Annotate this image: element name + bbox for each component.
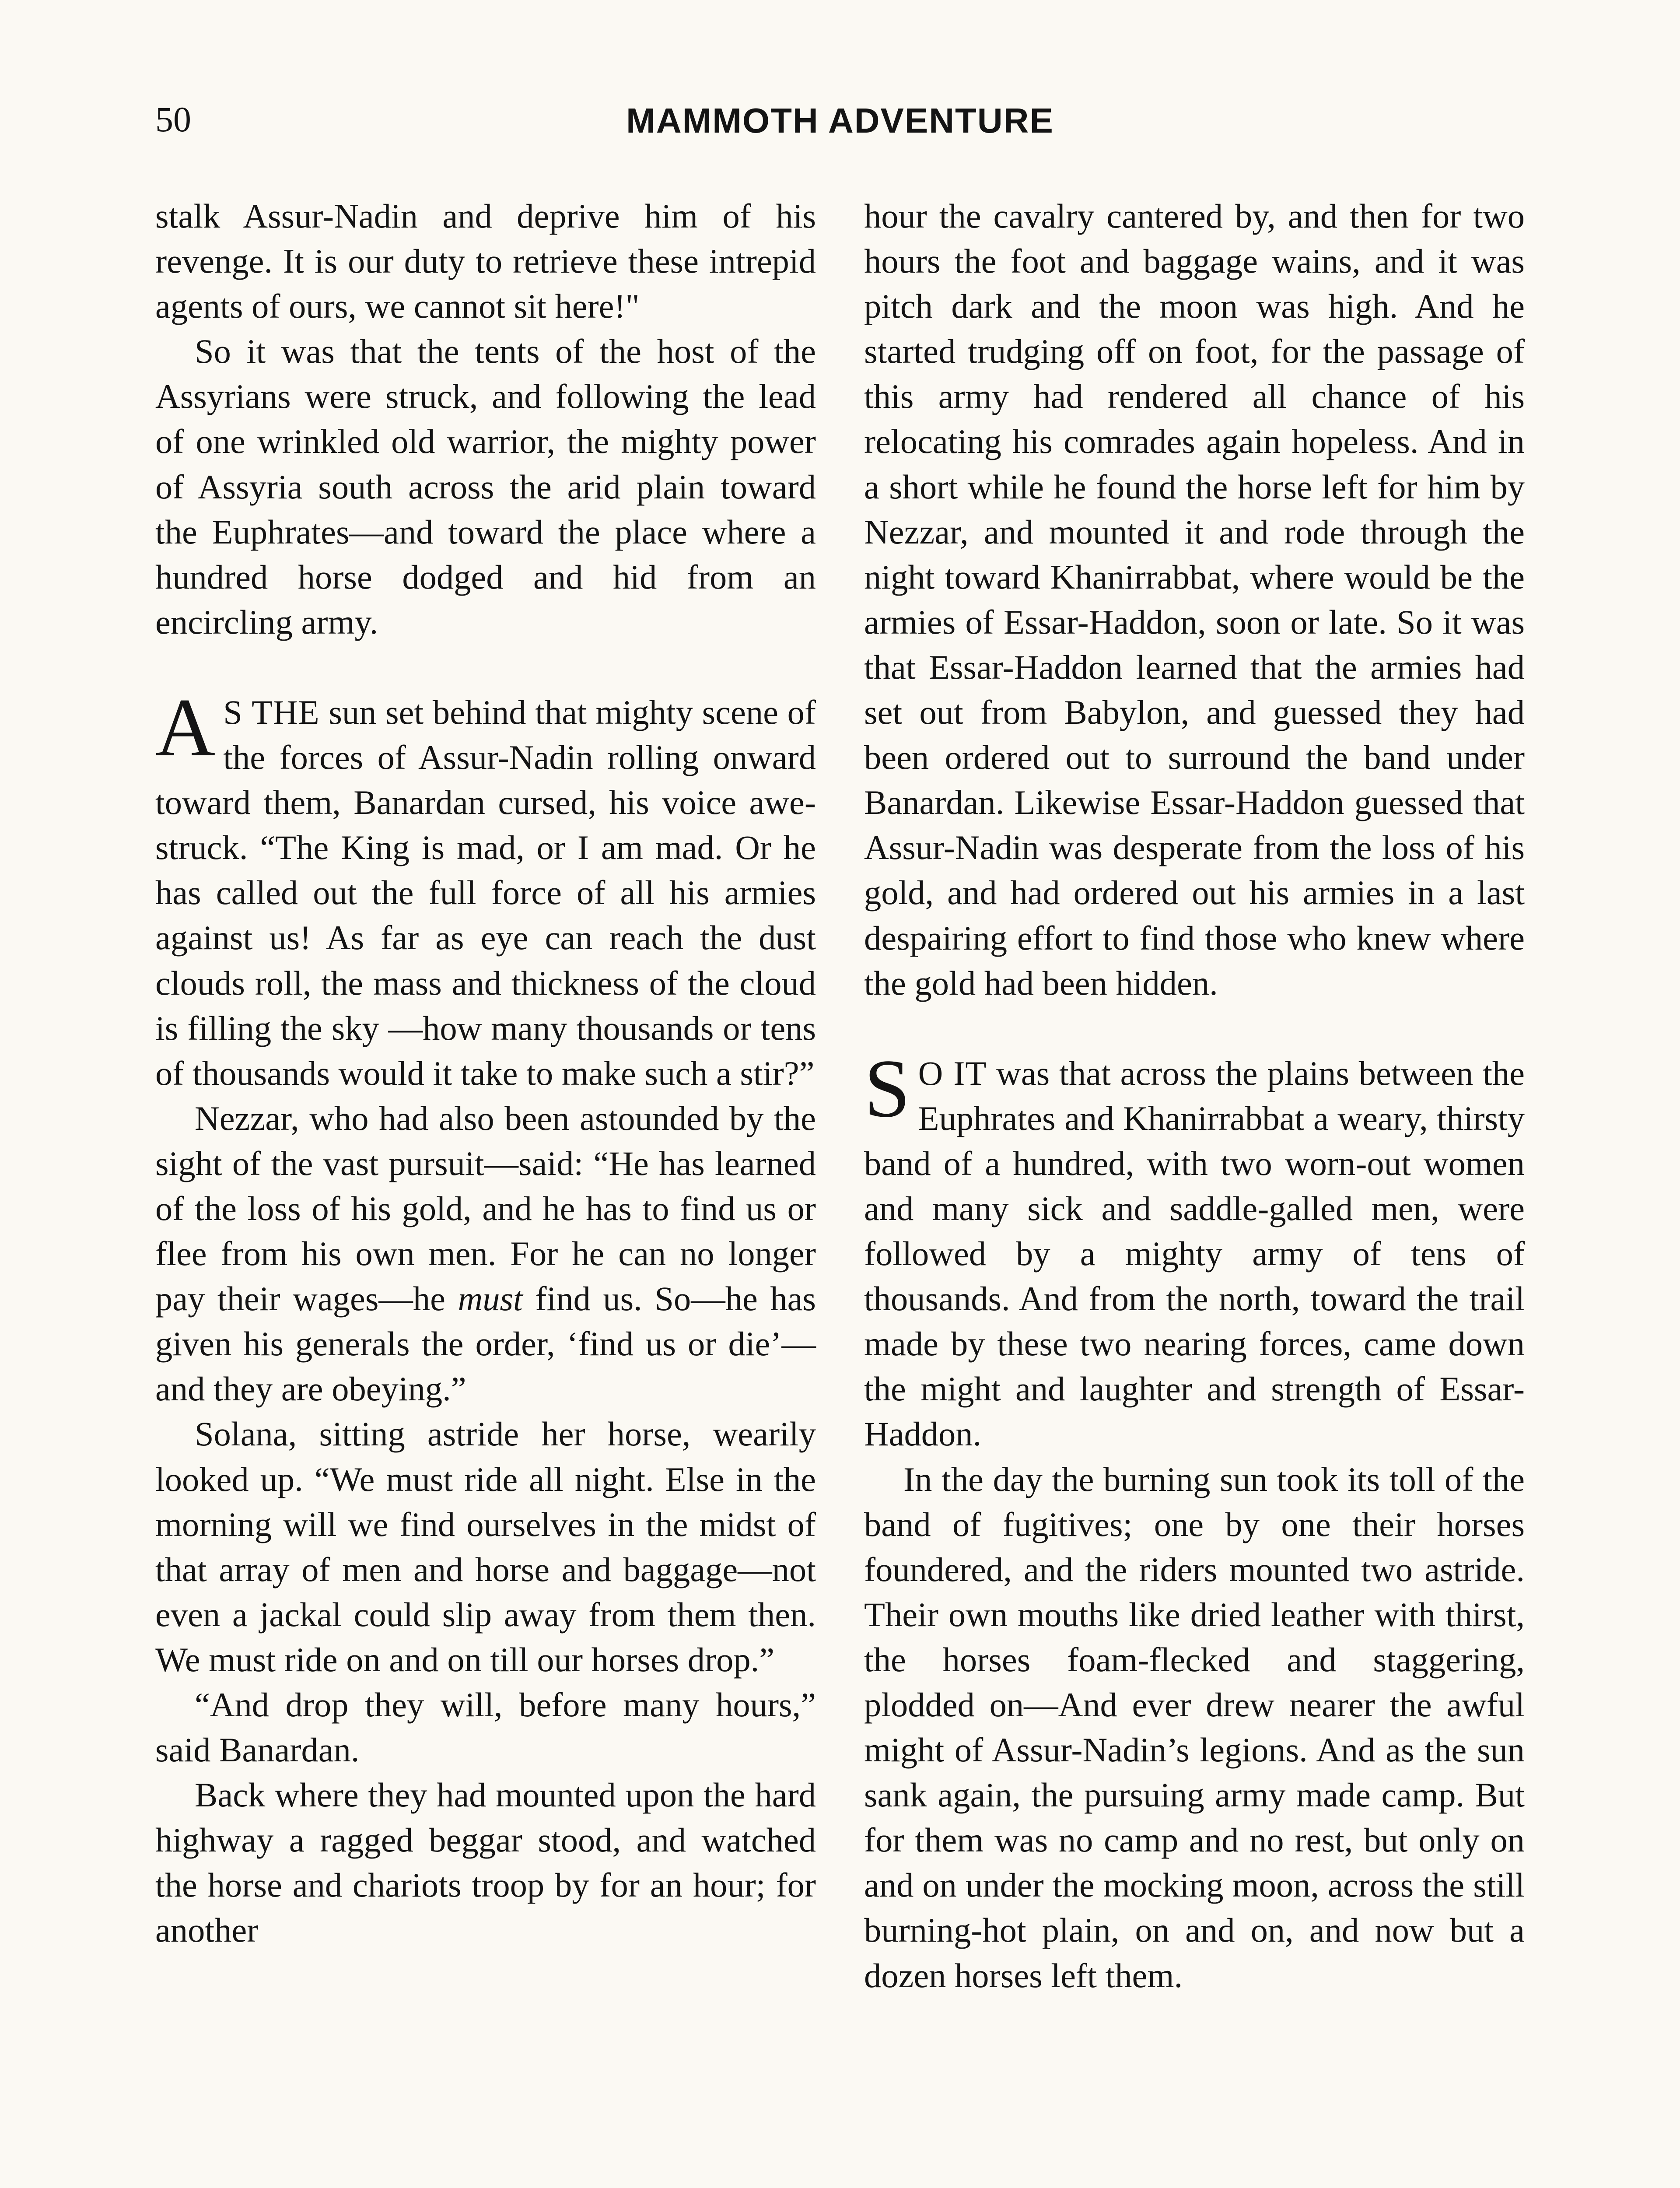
paragraph-text: Nezzar, who had also been astounded by the sight of the vast pursuit—said: “He has learned of the loss of his gold, and he has to find us or flee from his own men. For he can no longer pay their wages—he [155,1099,816,1318]
paragraph: So it was that the tents of the host of the Assyrians were struck, and following the lead of one wrinkled old warrior, the mighty power of Assyria south across the arid plain toward the Euphrates—and toward the place where a hundred horse dodged and hid from an encircling army. [155,332,816,641]
section-start-paragraph [155,681,816,1096]
paragraph: “And drop they will, before many hours,” said Banardan. [155,1686,816,1769]
running-title: MAMMOTH ADVENTURE [626,101,1054,140]
paragraph: stalk Assur-Nadin and deprive him of his revenge. It is our duty to retrieve these intrepid agents of ours, we cannot sit here!" [155,197,816,326]
paragraph-text: sun set behind that mighty scene of the forces of Assur-Nadin rolling onward toward them, Banardan cursed, his voice awe-struck. “The King is mad, or I am mad. Or he has called out the full force of all his armies against us! As far as eye can reach the dust clouds roll, the mass and thickness of the cloud is filling the sky —how many thousands or tens of thousands would it take to make such a stir?” [155,693,816,1092]
drop-cap: S [864,1042,910,1135]
paragraph: In the day the burning sun took its toll of the band of fugitives; one by one their horses foundered, and the riders mounted two astride. Their own mouths like dried leather with thirst, the horses foam-flecked and staggering, plodded on—And ever drew nearer the awful might of Assur-Nadin’s legions. And as the sun sank again, the pursuing army made camp. But for them was no camp and no rest, but only on and on under the mocking moon, across the still burning-hot plain, on and on, and now but a dozen horses left them. [864,1460,1525,1995]
lead-in: O IT [918,1054,987,1092]
paragraph-text: was that across the plains between the Euphrates and Khanirrabbat a weary, thirsty band of a hundred, with two worn-out women and many sick and saddle-galled men, were followed by a mighty army of tens of thousands. And from the north, toward the trail made by these two nearing forces, came down the might and laughter and strength of Essar-Haddon. [864,1054,1525,1453]
paragraph: hour the cavalry cantered by, and then for two hours the foot and baggage wains, and it was pitch dark and the moon was high. And he started trudging off on foot, for the passage of this army had rendered all chance of his relocating his comrades again hopeless. And in a short while he found the horse left for him by Nezzar, and mounted it and rode through the night toward Khanirrabbat, where would be the armies of Essar-Haddon, soon or late. So it was that Essar-Haddon learned that the armies had set out from Babylon, and guessed they had been ordered out to surround the band under Banardan. Likewise Essar-Haddon guessed that Assur-Nadin was desperate from the loss of his gold, and had ordered out his armies in a last despairing effort to find those who knew where the gold had been hidden. [864,197,1525,1002]
right-column [864,193,1525,1998]
section-start-paragraph [864,1042,1525,1457]
paragraph: Back where they had mounted upon the hard highway a ragged beggar stood, and watched the horse and chariots troop by for an hour; for another [155,1776,816,1950]
emphasis: must [458,1280,523,1318]
paragraph: Solana, sitting astride her horse, wearily looked up. “We must ride all night. Else in the morning will we find ourselves in the midst of that array of men and horse and baggage—not even a jackal could slip away from them then. We must ride on and on till our horses drop.” [155,1415,816,1679]
drop-cap: A [155,681,216,774]
paragraph-text: find us. So—he has given his generals the order, ‘find us or die’—and they are obeying.” [155,1280,816,1408]
lead-in: S THE [223,693,320,731]
paragraph [155,1096,816,1412]
left-column [155,193,816,1953]
page-number: 50 [155,99,191,139]
